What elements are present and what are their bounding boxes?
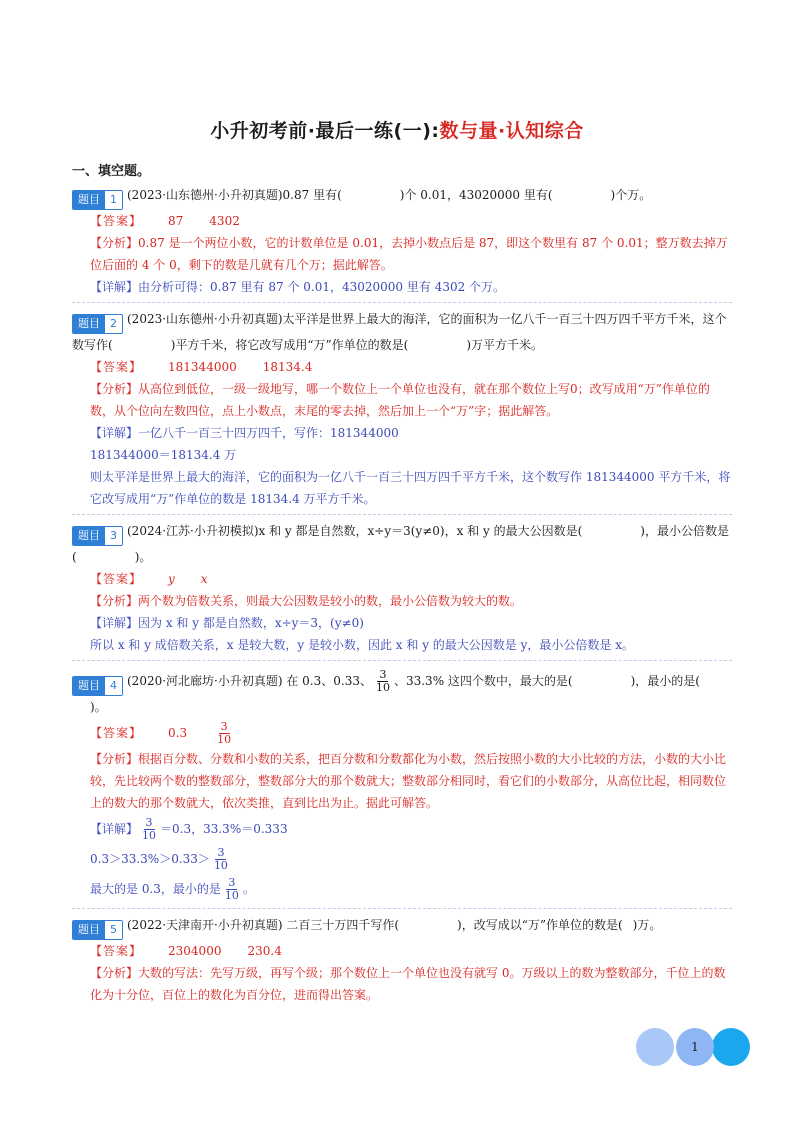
detail: [72, 276, 732, 298]
question-text-cont: [72, 696, 732, 718]
badge-label: 题目: [73, 527, 105, 545]
question-list: [72, 184, 732, 1016]
answer-line: [72, 210, 732, 232]
numerator: 3: [145, 816, 153, 829]
question-part: )，最小的是(: [630, 674, 700, 688]
decor-circle: [712, 1028, 750, 1066]
badge-label: 题目: [73, 191, 105, 209]
analysis-text: 大数的写法：先写万级，再写个级；那个数位上一个单位也没有就写 0。万级以上的数为整数部分，千位上的数化为十分位，百位上的数化为百分位，进而得出答案。: [90, 966, 726, 1002]
decor-circle: [636, 1028, 674, 1066]
analysis-tag: 【分析】: [90, 236, 139, 250]
question-part: )平方千米，将它改写成用“万”作单位的数是(: [170, 338, 409, 352]
detail-text: 0.3＞33.3%＞0.33＞: [90, 852, 210, 866]
answer-tag: 【答案】: [90, 360, 143, 374]
title-red: 数与量·认知综合: [439, 120, 584, 142]
question-part: )万。: [632, 918, 662, 932]
analysis-text: 两个数为倍数关系，则最大公因数是较小的数，最小公倍数为较大的数。: [138, 594, 523, 608]
detail-line: [72, 874, 732, 904]
analysis-tag: 【分析】: [90, 966, 139, 980]
detail-tag: 【详解】: [90, 822, 139, 836]
answer-value: 4302: [209, 214, 240, 228]
question-part: (2020·河北廊坊·小升初真题) 在 0.3、0.33、: [127, 674, 372, 688]
answer-value: y: [168, 572, 175, 586]
fraction: [140, 817, 158, 842]
page-number: 1: [676, 1028, 714, 1066]
badge-number: 3: [105, 527, 122, 545]
answer-line: [72, 718, 732, 748]
analysis-tag: 【分析】: [90, 752, 139, 766]
detail-text: ＝0.3，33.3%＝0.333: [160, 822, 288, 836]
question-part: )，最小公倍数是(: [72, 524, 729, 564]
analysis: [72, 748, 732, 814]
answer-tag: 【答案】: [90, 944, 143, 958]
analysis: [72, 378, 732, 422]
answer-value: [213, 718, 235, 748]
detail-tag: 【详解】: [90, 426, 139, 440]
question-text: [72, 308, 732, 356]
analysis-tag: 【分析】: [90, 382, 139, 396]
question-part: )。: [90, 700, 107, 714]
analysis-text: 0.87 是一个两位小数，它的计数单位是 0.01，去掉小数点后是 87，即这个数里有 87 个 0.01；整万数去掉万位后面的 4 个 0，剩下的数是几就有几个万；据此解答。: [90, 236, 728, 272]
badge-label: 题目: [73, 921, 105, 939]
badge-number: 1: [105, 191, 122, 209]
denominator: 10: [217, 733, 232, 746]
detail-tag: 【详解】: [90, 280, 139, 294]
question-text: [72, 914, 732, 940]
detail-text: 由分析可得：0.87 里有 87 个 0.01，43020000 里有 4302 个万。: [138, 280, 506, 294]
denominator: 10: [375, 681, 390, 694]
answer-line: [72, 940, 732, 962]
numerator: 3: [379, 668, 387, 681]
question-text: [72, 184, 732, 210]
question-part: )。: [134, 550, 152, 564]
question-part: (2022·天津南开·小升初真题) 二百三十万四千写作(: [127, 918, 400, 932]
detail: [72, 612, 732, 634]
answer-value: 0.3: [168, 726, 188, 740]
question-4: [72, 666, 732, 904]
divider: [72, 302, 732, 303]
answer-line: [72, 568, 732, 590]
detail-text: 因为 x 和 y 都是自然数，x÷y＝3，(y≠0): [138, 616, 364, 630]
denominator: 10: [142, 829, 157, 842]
answer-line: [72, 356, 732, 378]
analysis-text: 从高位到低位，一级一级地写，哪一个数位上一个单位也没有，就在那个数位上写0；改写成用“万”作单位的数，从个位向左数四位，点上小数点，末尾的零去掉，然后加上一个“万”字；据此解答。: [90, 382, 710, 418]
fraction: [223, 877, 241, 902]
badge-label: 题目: [73, 677, 105, 695]
analysis: [72, 232, 732, 276]
question-badge: [72, 190, 123, 210]
answer-value: 181344000: [168, 360, 237, 374]
analysis-tag: 【分析】: [90, 594, 139, 608]
question-part: )万平方千米。: [466, 338, 544, 352]
numerator: 3: [220, 720, 228, 733]
detail-line: 所以 x 和 y 成倍数关系，x 是较大数，y 是较小数，因此 x 和 y 的最大公因数是 y，最小公倍数是 x。: [90, 638, 634, 652]
detail-line: 181344000＝18134.4 万: [90, 448, 237, 462]
answer-value: x: [200, 572, 208, 586]
answer-tag: 【答案】: [90, 726, 143, 740]
answer-tag: 【答案】: [90, 214, 143, 228]
question-part: 、33.3% 这四个数中，最大的是(: [393, 674, 573, 688]
question-text: [72, 520, 732, 568]
badge-number: 4: [105, 677, 122, 695]
section-heading: 一、填空题。: [72, 164, 151, 179]
numerator: 3: [217, 846, 225, 859]
question-badge: [72, 314, 123, 334]
detail-text: 。: [242, 882, 255, 896]
answer-tag: 【答案】: [90, 572, 143, 586]
question-part: (2024·江苏·小升初模拟)x 和 y 都是自然数，x÷y＝3(y≠0)，x 和 y 的最大公因数是(: [127, 524, 583, 538]
question-part: (2023·山东德州·小升初真题)太平洋是世界上最大的海洋，它的面积为一亿八千一百三十四万四千平方千米，这个数写作(: [72, 312, 727, 352]
fraction: [212, 847, 230, 872]
divider: [72, 908, 732, 909]
question-5: [72, 914, 732, 1006]
divider: [72, 514, 732, 515]
page-title: [0, 116, 794, 143]
question-part: )个 0.01，43020000 里有(: [399, 188, 553, 202]
question-part: (2023·山东德州·小升初真题)0.87 里有(: [127, 188, 342, 202]
answer-value: 18134.4: [262, 360, 313, 374]
question-part: )，改写成以“万”作单位的数是(: [457, 918, 623, 932]
divider: [72, 660, 732, 661]
question-text: [72, 666, 732, 696]
question-badge: [72, 676, 123, 696]
detail: [72, 422, 732, 444]
detail-text: 一亿八千一百三十四万四千，写作：181344000: [138, 426, 399, 440]
fraction: [215, 721, 233, 746]
badge-label: 题目: [73, 315, 105, 333]
page-footer: [636, 1028, 756, 1068]
question-3: [72, 520, 732, 656]
answer-value: 230.4: [247, 944, 282, 958]
title-black: 小升初考前·最后一练(一):: [210, 120, 440, 142]
answer-value: 2304000: [168, 944, 222, 958]
badge-number: 2: [105, 315, 122, 333]
numerator: 3: [228, 876, 236, 889]
detail: [72, 814, 732, 844]
denominator: 10: [213, 859, 228, 872]
question-2: [72, 308, 732, 510]
question-1: [72, 184, 732, 298]
answer-value: 87: [168, 214, 184, 228]
detail-line: 则太平洋是世界上最大的海洋，它的面积为一亿八千一百三十四万四千平方千米，这个数写作 181344000 平方千米，将它改写成用“万”作单位的数是 18134.4 万平方千米。: [90, 470, 731, 506]
analysis-text: 根据百分数、分数和小数的关系，把百分数和分数都化为小数，然后按照小数的大小比较的方法，小数的大小比较，先比较两个数的整数部分，整数部分大的那个数就大；整数部分相同时，看它们的小数部分，从高位比起，相同数位上的数大的那个数就大，依次类推，直到比出为止。据此可解答。: [90, 752, 727, 810]
question-part: )个万。: [610, 188, 652, 202]
analysis: [72, 962, 732, 1006]
badge-number: 5: [105, 921, 122, 939]
question-badge: [72, 920, 123, 940]
analysis: [72, 590, 732, 612]
question-badge: [72, 526, 123, 546]
detail-line: [72, 844, 732, 874]
denominator: 10: [224, 889, 239, 902]
detail-tag: 【详解】: [90, 616, 139, 630]
detail-text: 最大的是 0.3，最小的是: [90, 882, 221, 896]
fraction: [374, 669, 392, 694]
